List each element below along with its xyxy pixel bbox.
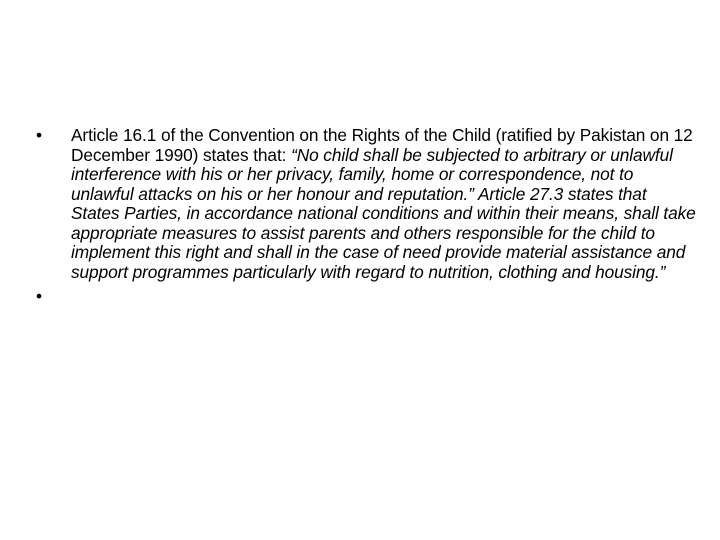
bullet-item-empty	[36, 287, 696, 307]
bullet-text-plain: Article 16.1 of the Convention on the Rights of the Child (ratified by Pakistan on 12 December 1990) states that:	[71, 125, 693, 165]
bullet-marker: •	[36, 125, 42, 145]
bullet-text	[71, 126, 696, 282]
bullet-item	[36, 126, 696, 282]
bullet-list	[36, 126, 696, 307]
bullet-text	[71, 287, 696, 307]
bullet-marker: •	[36, 286, 42, 306]
bullet-text-italic-quote: “No child shall be subjected to arbitrary or unlawful interference with his or her privacy, family, home or correspondence, not to unlawful attacks on his or her honour and reputation.” Article 27.3 states that States Parties, in accordance national conditions and within their means, shall take appropriate measures to assist parents and others responsible for the child to implement this right and shall in the case of need provide material assistance and support programmes particularly with regard to nutrition, clothing and housing.”	[71, 144, 696, 282]
